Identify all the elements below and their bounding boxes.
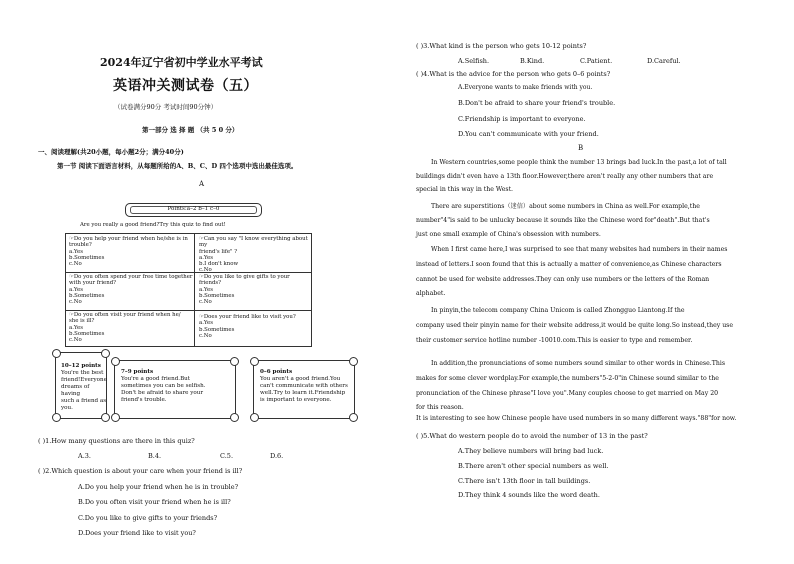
q4-option-a[interactable]: A.Everyone wants to make friends with you. [458,84,593,91]
result-scroll-mid: 7–9 points You're a good friend.But sometimes you can be selfish. Don't be afraid to share your friend's trouble. [114,360,236,419]
q1-stem: ( )1.How many questions are there in this quiz? [38,437,195,445]
q4-option-d[interactable]: D.You can't communicate with your friend. [458,130,599,138]
q4-option-c[interactable]: C.Friendship is important to everyone. [458,115,586,123]
passage-b-line: alphabet. [416,290,446,297]
passage-b-line: for this reason. [416,404,464,411]
passage-b-line: makes for some clever wordplay.For example,the numbers"5-2-0"in Chinese sound similar to the [416,375,719,382]
quiz-intro: Are you really a good friend?Try this quiz to find out! [80,222,226,228]
passage-b-line: their customer service hotline number -10010.com.This is easier to type and remember. [416,337,693,344]
q5-option-d[interactable]: D.They think 4 sounds like the word death. [458,491,600,499]
passage-b-line: In pinyin,the telecom company China Unicom is called Zhongguo Liantong.If the [431,307,685,314]
passage-b-label: B [578,144,584,152]
passage-b-line: pronunciation of the Chinese phrase"I love you".Many couples choose to get married on May 20 [416,390,719,397]
part-title: 第一部分 选 择 题 （共 5 0 分） [142,126,239,134]
passage-b-line: just one small example of China's obsession with numbers. [416,231,601,238]
section-one-title: 一、阅读理解(共20小题，每小题2分；满分40分) [38,148,184,156]
exam-title: 2024年辽宁省初中学业水平考试 [100,56,263,69]
q4-stem: ( )4.What is the advice for the person who gets 0–6 points? [416,70,611,78]
result-scroll-high: 10–12 points You're the best friend!Everyone dreams of having such a friend as you. [55,352,107,419]
q5-option-a[interactable]: A.They believe numbers will bring bad luck. [458,447,604,455]
passage-b-line: instead of letters.I soon found that this is actually a matter of convenience,as Chinese characters [416,261,722,268]
q5-stem: ( )5.What do western people do to avoid the number of 13 in the past? [416,432,648,440]
result-title-high: 10–12 points [61,363,101,369]
passage-b-line: When I first came here,I was surprised to see that many websites had numbers in their names [431,246,728,253]
passage-b-line: There are superstitions（迷信）about some numbers in China as well.For example,the [431,203,700,210]
q5-option-c[interactable]: C.There isn't 13th floor in tall buildings. [458,477,591,485]
result-title-mid: 7–9 points [121,369,154,375]
q3-stem: ( )3.What kind is the person who gets 10-12 points? [416,42,587,50]
q2-option-c[interactable]: C.Do you like to give gifts to your friends? [78,514,218,522]
paper-title: 英语冲关测试卷（五） [113,78,258,94]
passage-b-line: buildings didn't even have a 13th floor.However,there aren't really any other numbers that are [416,173,714,180]
points-box [125,203,262,217]
q3-option-b[interactable]: B.Kind. [520,57,545,65]
q1-option-c[interactable]: C.5. [220,452,234,460]
quiz-question-2: ☞Can you say "I know everything about my friend's life" ? a.Yes b.I don't know c.No [199,236,308,274]
q1-option-b[interactable]: B.4. [148,452,162,460]
passage-b-line: cannot be used for website addresses.They can only use numbers or the letters of the Roman [416,276,710,283]
quiz-table [65,233,312,347]
passage-b-line: It is interesting to see how Chinese people have used numbers in so many different ways."88"for now. [416,415,737,422]
q4-option-b[interactable]: B.Don't be afraid to share your friend's trouble. [458,99,616,107]
q2-option-a[interactable]: A.Do you help your friend when he is in trouble? [78,483,239,491]
passage-b-line: special in this way in the West. [416,186,514,193]
section-one-instruction: 第一节 阅读下面语言材料，从每题所给的A、B、C、D 四个选项中选出最佳选项。 [57,162,298,170]
exam-info: （试卷满分90分 考试时间90分钟） [114,103,218,111]
quiz-question-5: ☞Do you often visit your friend when he/ she is ill? a.Yes b.Sometimes c.No [69,312,181,344]
passage-b-line: In Western countries,some people think the number 13 brings bad luck.In the past,a lot of tall [431,159,727,166]
q3-option-d[interactable]: D.Careful. [647,57,681,65]
q2-option-b[interactable]: B.Do you often visit your friend when he is ill? [78,498,231,506]
passage-a-label: A [199,180,205,188]
q2-stem: ( )2.Which question is about your care when your friend is ill? [38,467,243,475]
passage-b-line: company used their pinyin name for their website address,it would be quite long.So instead,they use [416,322,734,329]
quiz-question-1: ☞Do you help your friend when he/she is in trouble? a.Yes b.Sometimes c.No [69,236,188,268]
passage-b-line: number"4"is said to be unlucky because it sounds like the Chinese word for"death".But that's [416,217,710,224]
q5-option-b[interactable]: B.There aren't other special numbers as well. [458,462,609,470]
quiz-question-4: ☞Do you like to give gifts to your friends? a.Yes b.Sometimes c.No [199,274,290,306]
q3-option-a[interactable]: A.Selfish. [458,57,490,65]
q3-option-c[interactable]: C.Patient. [580,57,613,65]
q2-option-d[interactable]: D.Does your friend like to visit you? [78,529,196,537]
quiz-question-6: ☞Does your friend like to visit you? a.Yes b.Sometimes c.No [199,314,296,339]
quiz-question-3: ☞Do you often spend your free time together with your friend? a.Yes b.Sometimes c.No [69,274,193,306]
passage-b-line: In addition,the pronunciations of some numbers sound similar to other words in Chinese.This [431,360,725,367]
points-text: Points:a–2 b–1 c–0 [167,205,220,212]
result-title-low: 0–6 points [260,369,293,375]
q1-option-a[interactable]: A.3. [78,452,91,460]
result-scroll-low: 0–6 points You aren't a good friend.You can't communicate with others well.Try to learn it.Friendship is important to everyone. [253,360,355,419]
q1-option-d[interactable]: D.6. [270,452,284,460]
